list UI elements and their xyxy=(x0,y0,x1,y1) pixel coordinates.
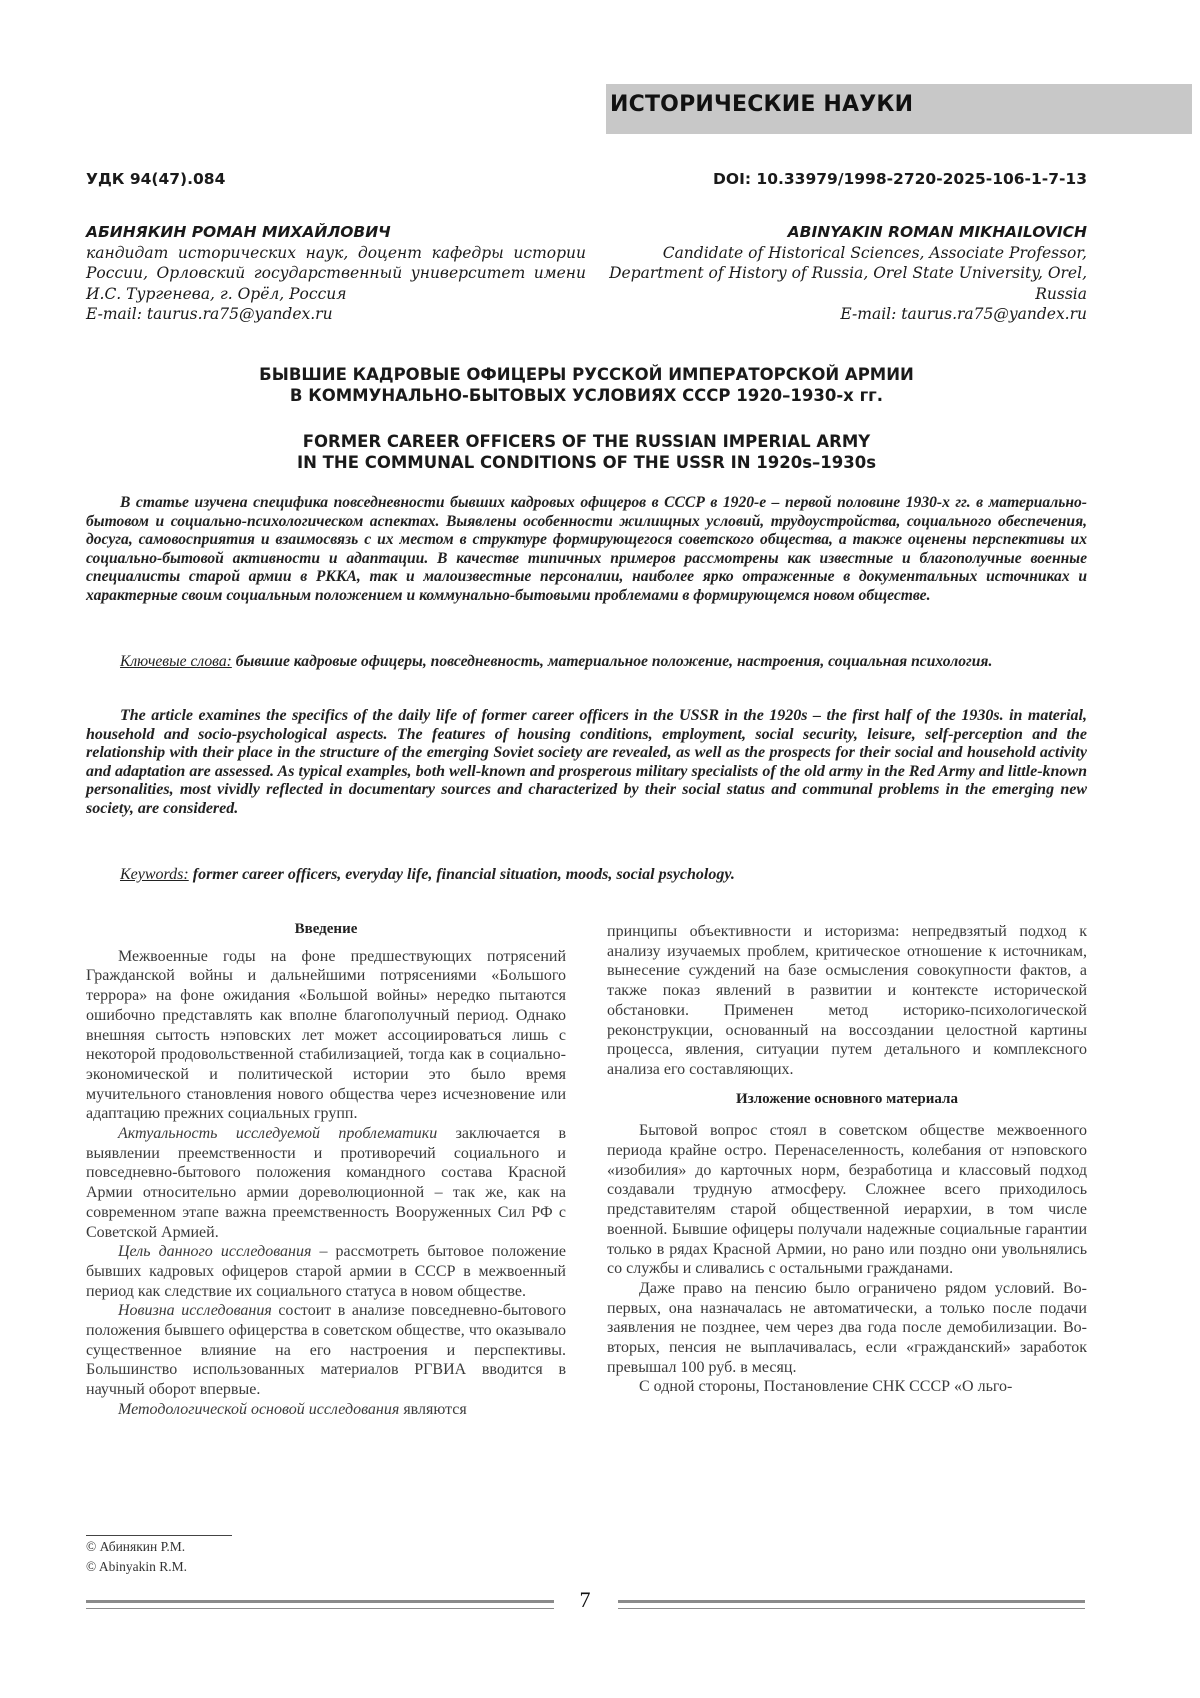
abstract-ru: В статье изучена специфика повседневности бывших кадровых офицеров в СССР в 1920-е – первой половине 1930-х гг. в материально-бытовом и социально-психологическом аспектах. Выявлены особенности жилищных условий, трудоустройства, социального обеспечения, досуга, самовосприятия и взаимосвязь с их местом в структуре формирующегося советского общества, а также оценены перспективы их социально-бытовой активности и адаптации. В качестве типичных примеров рассмотрены как известные и благополучные военные специалисты старой армии в РККА, так и малоизвестные персоналии, наиболее ярко отраженные в документальных источниках и характерные своим социальным положением и коммунально-бытовыми проблемами в формирующемся новом обществе. xyxy=(86,494,1087,604)
intro-paragraph-1: Межвоенные годы на фоне предшествующих потрясений Гражданской войны и дальнейшими потрясениями «Большого террора» на фоне ожидания «Большой войны» нередко пытаются ошибочно представлять как вполне благополучный период. Однако внешняя сытость нэповских лет может ассоциироваться лишь с некоторой продовольственной стабилизацией, тогда как в социально-экономической и политической истории это было время мучительного становления нового общества через исчезновение или адаптацию прежних социальных групп. xyxy=(86,947,566,1123)
section-header-title: ИСТОРИЧЕСКИЕ НАУКИ xyxy=(610,92,914,117)
author-block-en xyxy=(607,222,1087,325)
title-ru-line2: В КОММУНАЛЬНО-БЫТОВЫХ УСЛОВИЯХ СССР 1920–1930-х гг. xyxy=(289,386,884,405)
abstract-en: The article examines the specifics of the daily life of former career officers in the USSR in the 1920s – the first half of the 1930s. in material, household and socio-psychological aspects. The features of housing conditions, employment, social security, leisure, self-perception and the relationship with their place in the structure of the emerging Soviet society are revealed, as well as the prospects for their social and household activity and adaptation are assessed. As typical examples, both well-known and prosperous military specialists of the old army in the Red Army and little-known personalities, most vividly reflected in documentary sources and characterized by their social status and communal problems in the emerging new society, are considered. xyxy=(86,707,1087,817)
footnote-divider xyxy=(86,1535,232,1536)
main-paragraph-2: Даже право на пенсию было ограничено рядом условий. Во-первых, она назначалась не автоматически, а только после подачи заявления не позднее, чем через два года после демобилизации. Во-вторых, пенсия не выплачивалась, если «гражданский» заработок превышал 100 руб. в месяц. xyxy=(607,1279,1087,1376)
body-column-right xyxy=(607,922,1087,1397)
keywords-ru xyxy=(86,653,1087,672)
relevance-lead: Актуальность исследуемой проблематики xyxy=(118,1125,438,1143)
author-affiliation-ru: кандидат исторических наук, доцент кафедры истории России, Орловский государственный университет имени И.С. Тургенева, г. Орёл, Россия xyxy=(86,243,586,303)
author-email-ru[interactable]: E-mail: taurus.ra75@yandex.ru xyxy=(86,305,333,323)
title-en-line1: FORMER CAREER OFFICERS OF THE RUSSIAN IMPERIAL ARMY xyxy=(302,432,871,451)
udk-code: УДК 94(47).084 xyxy=(86,170,226,188)
doi-link[interactable]: DOI: 10.33979/1998-2720-2025-106-1-7-13 xyxy=(713,170,1087,188)
intro-heading: Введение xyxy=(294,921,358,937)
article-title-en xyxy=(86,431,1087,473)
main-paragraph-3: С одной стороны, Постановление СНК СССР «О льго- xyxy=(639,1378,1013,1396)
author-affiliation-en: Candidate of Historical Sciences, Associate Professor, Department of History of Russia, Orel State University, Orel, Russia xyxy=(609,243,1087,303)
page-number: 7 xyxy=(579,1587,591,1612)
intro-paragraph-2 xyxy=(86,1124,566,1242)
main-paragraph-1: Бытовой вопрос стоял в советском обществе межвоенного периода крайне остро. Перенаселенность, колебания от нэповского «изобилия» до карточных норм, безработица и классовый подход создавали трудную атмосферу. Сложнее всего приходилось представителям старой общественной иерархии, в том числе военной. Бывшие офицеры получали надежные социальные гарантии только в рядах Красной Армии, но рано или поздно они увольнялись со службы и сливались с остальными гражданами. xyxy=(607,1122,1087,1278)
novelty-lead: Новизна исследования xyxy=(118,1302,272,1320)
keywords-text-ru: бывшие кадровые офицеры, повседневность, материальное положение, настроения, социальная психология. xyxy=(231,653,993,670)
intro-paragraph-4 xyxy=(86,1301,566,1400)
body-column-left xyxy=(86,920,566,1420)
author-name-ru: АБИНЯКИН РОМАН МИХАЙЛОВИЧ xyxy=(86,223,391,241)
goal-text: – рассмотреть бытовое положение бывших кадровых офицеров старой армии в СССР в межвоенный период как следствие их социального статуса в новом обществе. xyxy=(86,1243,566,1300)
goal-lead: Цель данного исследования xyxy=(118,1243,312,1261)
intro-paragraph-3 xyxy=(86,1242,566,1301)
keywords-label-en: Keywords: xyxy=(120,866,189,883)
main-material-heading: Изложение основного материала xyxy=(736,1090,958,1107)
intro-paragraph-5 xyxy=(86,1400,566,1420)
author-name-en: ABINYAKIN ROMAN MIKHAILOVICH xyxy=(787,223,1087,241)
keywords-label-ru: Ключевые слова: xyxy=(120,653,232,670)
methodology-continuation: принципы объективности и историзма: непредвзятый подход к анализу изучаемых проблем, критическое отношение к источникам, вынесение суждений на базе осмысления совокупности фактов, а также показ явлений в развитии и контексте исторической обстановки. Применен метод историко-психологической реконструкции, основанный на воссоздании целостной картины процесса, явления, ситуации путем детального и комплексного анализа его составляющих. xyxy=(607,923,1087,1078)
footer-rule-right xyxy=(618,1600,1085,1609)
article-title-ru xyxy=(86,364,1087,406)
methodology-lead: Методологической основой исследования xyxy=(118,1400,400,1418)
keywords-text-en: former career officers, everyday life, financial situation, moods, social psychology. xyxy=(188,866,735,883)
relevance-text: заключается в выявлении преемственности и противоречий социального и повседневно-бытового положения командного состава Красной Армии относительно армии дореволюционной – так же, как на современном этапе важна преемственность Вооруженных Сил РФ с Советской Армией. xyxy=(86,1125,566,1241)
methodology-text: являются xyxy=(399,1400,467,1418)
footer-rule-left xyxy=(86,1600,554,1609)
author-email-en[interactable]: E-mail: taurus.ra75@yandex.ru xyxy=(840,305,1087,323)
copyright-ru: © Абинякин Р.М. xyxy=(86,1539,186,1554)
author-block-ru xyxy=(86,222,586,325)
title-en-line2: IN THE COMMUNAL CONDITIONS OF THE USSR IN 1920s–1930s xyxy=(296,453,877,472)
section-header-bar xyxy=(606,84,1192,134)
novelty-text: состоит в анализе повседневно-бытового положения бывшего офицерства в советском обществе, что оказывало существенное влияние на его настроения и перспективы. Большинство использованных материалов РГВИА вводится в научный оборот впервые. xyxy=(86,1302,567,1399)
keywords-en xyxy=(86,866,1087,885)
copyright-en: © Abinyakin R.M. xyxy=(86,1559,188,1574)
title-ru-line1: БЫВШИЕ КАДРОВЫЕ ОФИЦЕРЫ РУССКОЙ ИМПЕРАТОРСКОЙ АРМИИ xyxy=(259,365,914,384)
